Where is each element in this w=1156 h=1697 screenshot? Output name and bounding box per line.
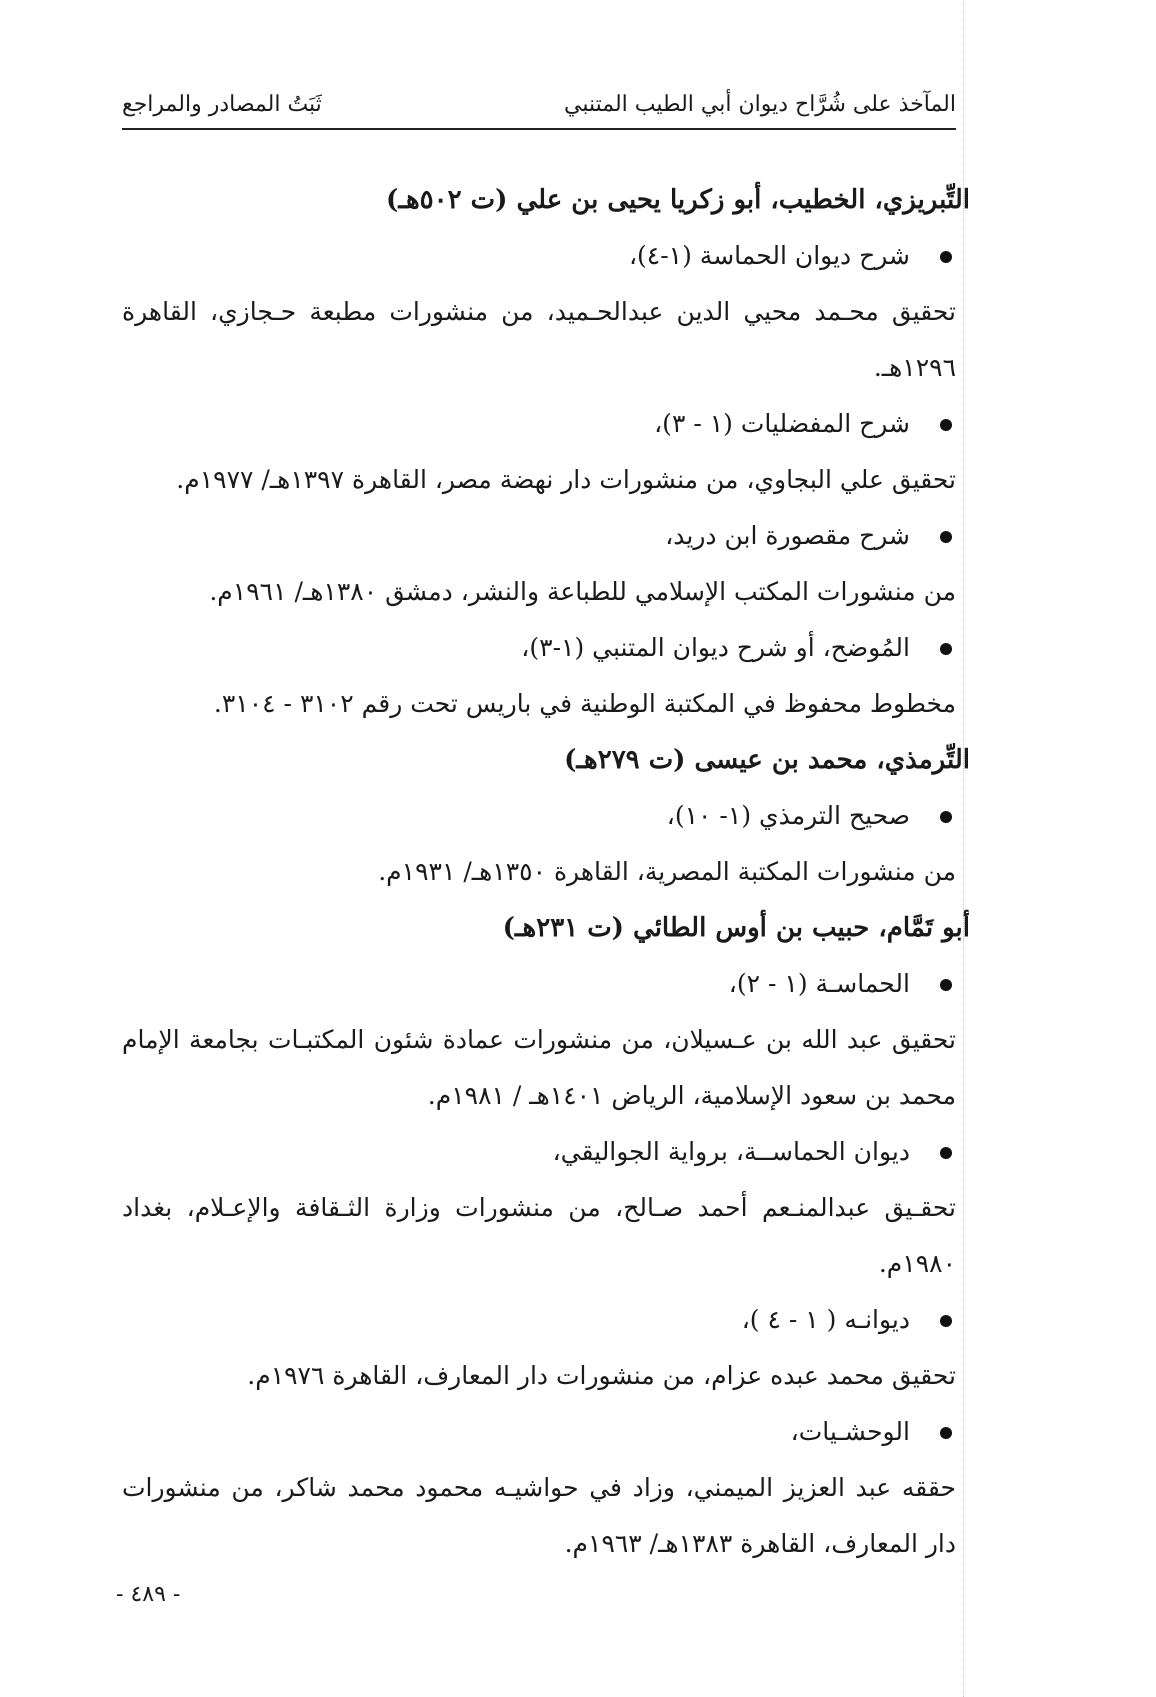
work-title-item [122, 508, 956, 564]
bullet-icon [940, 419, 952, 431]
bullet-icon [940, 251, 952, 263]
page-number: - ٤٨٩ - [116, 1582, 181, 1607]
entry-text: تحقيق علي البجاوي، من منشورات دار نهضة مصر، القاهرة ١٣٩٧هـ/ ١٩٧٧م. [176, 465, 956, 494]
entry-text: ١٢٩٦هـ. [873, 353, 956, 382]
entry-text: أبو تَمَّام، حبيب بن أوس الطائي (ت ٢٣١هـ) [502, 913, 970, 943]
entry-text: من منشورات المكتبة المصرية، القاهرة ١٣٥٠هـ/ ١٩٣١م. [378, 857, 956, 886]
work-title-item [122, 788, 956, 844]
bibliography-list [122, 172, 970, 1572]
entry-text: تحقـيق عبدالمنـعم أحمد صـالح، من منشورات وزارة الثـقافة والإعـلام، بغداد [122, 1193, 956, 1222]
publication-details [122, 564, 956, 620]
publication-details [122, 1068, 956, 1124]
publication-details [122, 1516, 956, 1572]
bullet-icon [940, 531, 952, 543]
entry-text: دار المعارف، القاهرة ١٣٨٣هـ/ ١٩٦٣م. [564, 1529, 956, 1558]
page-header [122, 88, 956, 128]
entry-text: شرح ديوان الحماسة (١-٤)، [628, 241, 910, 270]
publication-details [122, 340, 956, 396]
entry-text: ديوانـه ( ١ - ٤ )، [741, 1305, 910, 1334]
work-title-item [122, 1292, 956, 1348]
work-title-item [122, 1124, 956, 1180]
entry-text: محمد بن سعود الإسلامية، الرياض ١٤٠١هـ / ١٩٨١م. [427, 1081, 956, 1110]
entry-text: شرح مقصورة ابن دريد، [665, 521, 910, 550]
author-heading [122, 900, 970, 956]
entry-text: التِّرمذي، محمد بن عيسى (ت ٢٧٩هـ) [564, 745, 970, 775]
publication-details [122, 452, 956, 508]
entry-text: مخطوط محفوظ في المكتبة الوطنية في باريس تحت رقم ٣١٠٢ - ٣١٠٤. [213, 689, 956, 718]
bullet-icon [940, 643, 952, 655]
publication-details [122, 1460, 956, 1516]
work-title-item [122, 956, 956, 1012]
entry-text: من منشورات المكتب الإسلامي للطباعة والنشر، دمشق ١٣٨٠هـ/ ١٩٦١م. [209, 577, 956, 606]
publication-details [122, 1236, 956, 1292]
publication-details [122, 284, 956, 340]
entry-text: حققه عبد العزيز الميمني، وزاد في حواشيـه محمود محمد شاكر، من منشورات [122, 1473, 956, 1502]
publication-details [122, 844, 956, 900]
publication-details [122, 1348, 956, 1404]
bullet-icon [940, 1147, 952, 1159]
entry-text: ديوان الحماســة، برواية الجواليقي، [552, 1137, 910, 1166]
section-title: ثَبَتُ المصادر والمراجع [122, 92, 322, 117]
bullet-icon [940, 1427, 952, 1439]
bullet-icon [940, 811, 952, 823]
header-rule [122, 128, 956, 130]
work-title-item [122, 396, 956, 452]
bullet-icon [940, 1315, 952, 1327]
entry-text: تحقيق محـمد محيي الدين عبدالحـميد، من منشورات مطبعة حـجازي، القاهرة [122, 297, 956, 326]
entry-text: شرح المفضليات (١ - ٣)، [654, 409, 910, 438]
entry-text: تحقيق عبد الله بن عـسيلان، من منشورات عمادة شئون المكتبـات بجامعة الإمام [122, 1025, 956, 1054]
entry-text: صحيح الترمذي (١- ١٠)، [666, 801, 910, 830]
publication-details [122, 1012, 956, 1068]
author-heading [122, 732, 970, 788]
work-title-item [122, 228, 956, 284]
publication-details [122, 676, 956, 732]
entry-text: المُوضح، أو شرح ديوان المتنبي (١-٣)، [521, 633, 910, 662]
entry-text: الوحشـيات، [790, 1417, 910, 1446]
bullet-icon [940, 979, 952, 991]
page-gutter-line [963, 0, 964, 1697]
publication-details [122, 1180, 956, 1236]
entry-text: تحقيق محمد عبده عزام، من منشورات دار المعارف، القاهرة ١٩٧٦م. [247, 1361, 956, 1390]
entry-text: الحماسـة (١ - ٢)، [728, 969, 910, 998]
entry-text: ١٩٨٠م. [878, 1249, 956, 1278]
author-heading [122, 172, 970, 228]
book-title: المآخذ على شُرَّاح ديوان أبي الطيب المتنبي [564, 92, 956, 117]
work-title-item [122, 620, 956, 676]
entry-text: التِّبريزي، الخطيب، أبو زكريا يحيى بن علي (ت ٥٠٢هـ) [386, 185, 970, 215]
work-title-item [122, 1404, 956, 1460]
